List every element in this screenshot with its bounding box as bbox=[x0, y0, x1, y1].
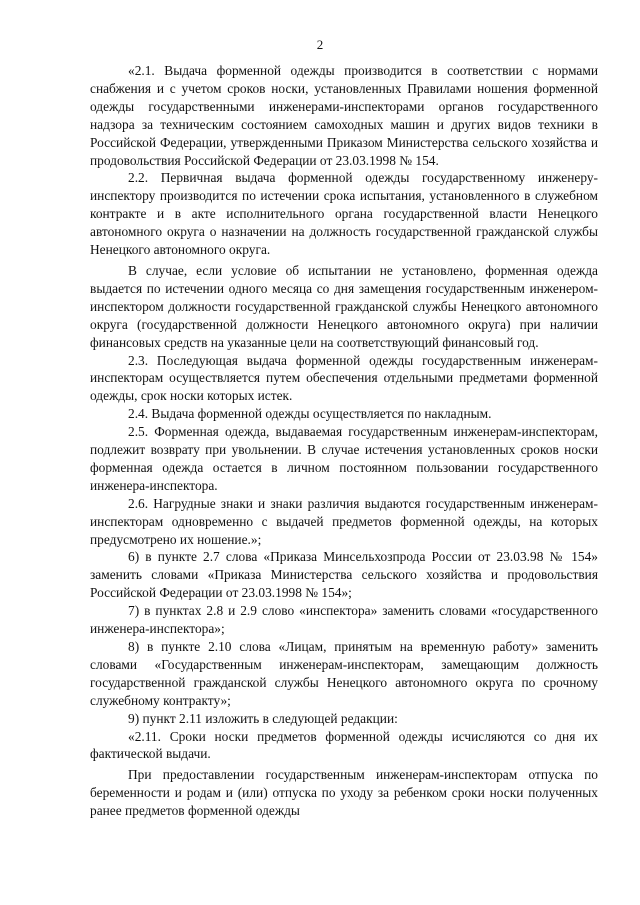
paragraph-2-4: 2.4. Выдача форменной одежды осуществляется по накладным. bbox=[128, 406, 492, 422]
paragraph-2-11: «2.11. Сроки носки предметов форменной одежды исчисляются со дня их фактической выдачи. bbox=[90, 728, 598, 762]
amendment-item-7: 7) в пунктах 2.8 и 2.9 слово «инспектора» заменить словами «государственного инженера-инспектора»; bbox=[90, 603, 598, 637]
paragraph-2-5: 2.5. Форменная одежда, выдаваемая государственным инженерам-инспекторам, подлежит возврату при увольнении. В случае истечения установленных сроков носки форменная одежда остается в личном постоянном пользовании государственного инженера-инспектора. bbox=[90, 424, 598, 493]
page-number: 2 bbox=[316, 37, 324, 52]
paragraph-probation: В случае, если условие об испытании не установлено, форменная одежда выдается по истечении одного месяца со дня замещения государственным инженером-инспектором должности государственной гражданской службы Ненецкого автономного округа (государственной должности Ненецкого автономного округа) при наличии финансовых средств на указанные цели на соответствующий финансовый год. bbox=[90, 262, 598, 350]
paragraph-maternity-leave: При предоставлении государственным инженерам-инспекторам отпуска по беременности и родам и (или) отпуска по уходу за ребенком сроки носки полученных ранее предметов форменной одежды bbox=[90, 767, 598, 819]
paragraph-2-3: 2.3. Последующая выдача форменной одежды государственным инженерам-инспекторам осуществляется путем обеспечения отдельными предметами форменной одежды, срок носки которых истек. bbox=[90, 352, 598, 404]
paragraph-2-2: 2.2. Первичная выдача форменной одежды государственному инженеру-инспектору производится по истечении срока испытания, установленного в служебном контракте и в акте исполнительного органа государственной власти Ненецкого автономного округа о назначении на должность государственной гражданской службы Ненецкого автономного округа. bbox=[90, 170, 598, 258]
paragraph-2-1: «2.1. Выдача форменной одежды производится в соответствии с нормами снабжения и с учетом сроков носки, установленных Правилами ношения форменной одежды государственными инженерами-инспекторами органов государственного надзора за техническим состоянием самоходных машин и других видов техники в Российской Федерации, утвержденными Приказом Министерства сельского хозяйства и продовольствия Российской Федерации от 23.03.1998 № 154. bbox=[90, 63, 598, 168]
amendment-item-9: 9) пункт 2.11 изложить в следующей редакции: bbox=[128, 710, 398, 726]
paragraph-2-6: 2.6. Нагрудные знаки и знаки различия выдаются государственным инженерам-инспекторам одновременно с выдачей предметов форменной одежды, на которых предусмотрено их ношение.»; bbox=[90, 495, 598, 547]
amendment-item-8: 8) в пункте 2.10 слова «Лицам, принятым на временную работу» заменить словами «Государственным инженерам-инспекторам, замещающим должность государственной гражданской службы Ненецкого автономного округа по срочному служебному контракту»; bbox=[90, 639, 598, 708]
document-body bbox=[90, 62, 598, 820]
amendment-item-6: 6) в пункте 2.7 слова «Приказа Минсельхозпрода России от 23.03.98 № 154» заменить словами «Приказа Министерства сельского хозяйства и продовольствия Российской Федерации от 23.03.1998 № 154»; bbox=[90, 549, 598, 601]
